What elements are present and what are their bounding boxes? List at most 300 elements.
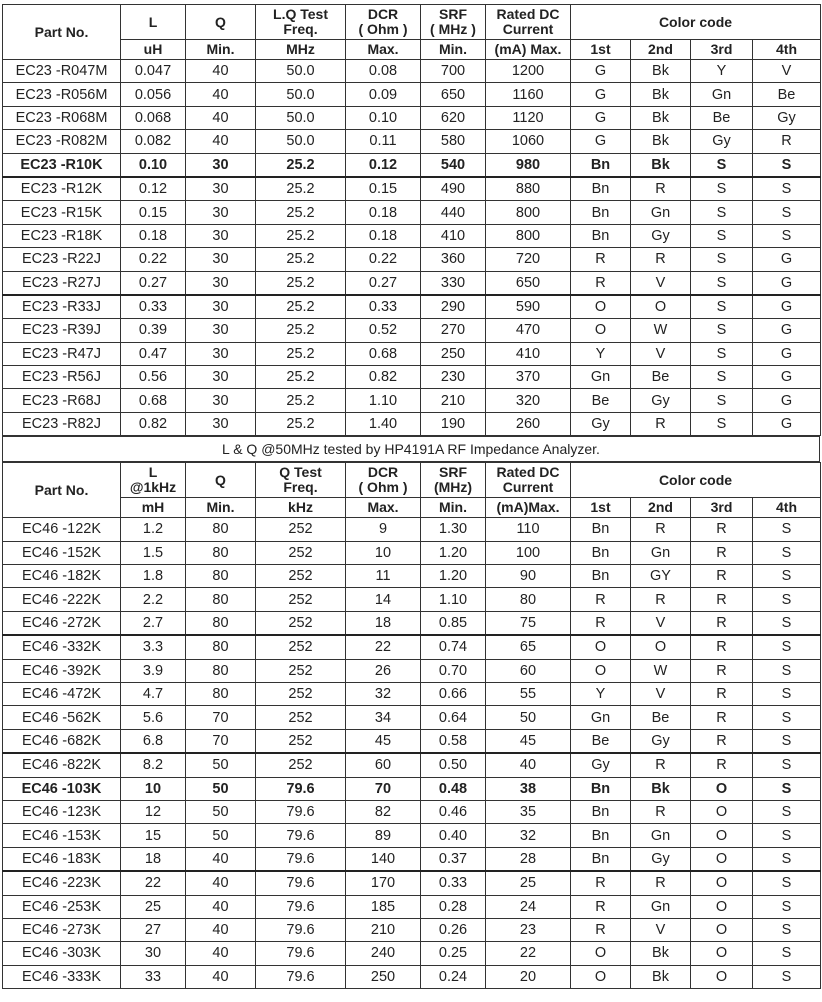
cell-srf: 270 (421, 319, 486, 342)
cell-srf: 190 (421, 412, 486, 435)
cell-part-no: EC46 -253K (3, 895, 121, 918)
note-table (2, 436, 820, 462)
cell-rated-current: 800 (486, 201, 571, 224)
cell-srf: 700 (421, 60, 486, 83)
cell-srf: 0.58 (421, 729, 486, 753)
unit-inductance: uH (121, 40, 186, 60)
cell-srf: 0.28 (421, 895, 486, 918)
cell-inductance: 0.27 (121, 271, 186, 295)
cell-q: 70 (186, 729, 256, 753)
cell-dcr: 9 (346, 518, 421, 541)
cell-color-4th: S (753, 706, 821, 729)
cell-color-4th: G (753, 366, 821, 389)
unit-color-4th: 4th (753, 498, 821, 518)
cell-srf: 250 (421, 342, 486, 365)
cell-color-1st: O (571, 659, 631, 682)
cell-q: 30 (186, 248, 256, 271)
cell-q: 40 (186, 130, 256, 153)
table-row (3, 729, 821, 753)
cell-color-2nd: Bk (631, 942, 691, 965)
header-inductance: L (121, 5, 186, 40)
cell-q: 30 (186, 319, 256, 342)
cell-q: 30 (186, 295, 256, 319)
cell-color-4th: S (753, 871, 821, 895)
cell-color-4th: G (753, 295, 821, 319)
cell-color-2nd: R (631, 800, 691, 823)
unit-dcr: Max. (346, 40, 421, 60)
cell-color-2nd: Bk (631, 60, 691, 83)
cell-color-2nd: GY (631, 565, 691, 588)
cell-color-2nd: Bk (631, 130, 691, 153)
cell-dcr: 1.40 (346, 412, 421, 435)
cell-dcr: 140 (346, 847, 421, 871)
cell-srf: 330 (421, 271, 486, 295)
cell-dcr: 0.18 (346, 201, 421, 224)
cell-rated-current: 24 (486, 895, 571, 918)
cell-q: 80 (186, 659, 256, 682)
cell-color-1st: O (571, 942, 631, 965)
unit-inductance: mH (121, 498, 186, 518)
table-row (3, 777, 821, 800)
cell-test-freq: 25.2 (256, 153, 346, 177)
cell-rated-current: 110 (486, 518, 571, 541)
cell-srf: 620 (421, 106, 486, 129)
cell-part-no: EC46 -272K (3, 611, 121, 635)
table-row (3, 412, 821, 435)
cell-rated-current: 880 (486, 177, 571, 201)
cell-srf: 490 (421, 177, 486, 201)
cell-rated-current: 32 (486, 824, 571, 847)
cell-color-1st: R (571, 248, 631, 271)
cell-color-3rd: R (691, 541, 753, 564)
cell-dcr: 185 (346, 895, 421, 918)
cell-color-3rd: Gn (691, 83, 753, 106)
cell-color-3rd: R (691, 682, 753, 705)
cell-rated-current: 370 (486, 366, 571, 389)
cell-srf: 0.26 (421, 918, 486, 941)
cell-color-2nd: O (631, 635, 691, 659)
cell-q: 30 (186, 271, 256, 295)
cell-color-4th: R (753, 130, 821, 153)
cell-q: 50 (186, 777, 256, 800)
cell-color-2nd: W (631, 319, 691, 342)
cell-color-1st: G (571, 130, 631, 153)
cell-part-no: EC46 -183K (3, 847, 121, 871)
cell-q: 40 (186, 918, 256, 941)
header-color-code: Color code (571, 463, 821, 498)
cell-srf: 230 (421, 366, 486, 389)
cell-color-1st: Bn (571, 565, 631, 588)
cell-q: 80 (186, 518, 256, 541)
header-dcr: DCR ( Ohm ) (346, 5, 421, 40)
cell-part-no: EC23 -R56J (3, 366, 121, 389)
cell-test-freq: 79.6 (256, 918, 346, 941)
cell-color-4th: S (753, 965, 821, 988)
cell-color-4th: V (753, 60, 821, 83)
cell-color-3rd: S (691, 224, 753, 247)
cell-q: 30 (186, 342, 256, 365)
cell-color-2nd: V (631, 682, 691, 705)
header-srf: SRF (MHz) (421, 463, 486, 498)
cell-test-freq: 25.2 (256, 271, 346, 295)
header-rated-current: Rated DC Current (486, 463, 571, 498)
cell-inductance: 0.56 (121, 366, 186, 389)
cell-color-2nd: V (631, 342, 691, 365)
cell-part-no: EC23 -R18K (3, 224, 121, 247)
cell-part-no: EC23 -R82J (3, 412, 121, 435)
table-row (3, 588, 821, 611)
cell-dcr: 0.68 (346, 342, 421, 365)
cell-part-no: EC23 -R12K (3, 177, 121, 201)
cell-rated-current: 1060 (486, 130, 571, 153)
cell-dcr: 0.33 (346, 295, 421, 319)
cell-inductance: 0.068 (121, 106, 186, 129)
cell-test-freq: 252 (256, 565, 346, 588)
unit-q: Min. (186, 40, 256, 60)
cell-dcr: 60 (346, 753, 421, 777)
cell-rated-current: 20 (486, 965, 571, 988)
cell-part-no: EC46 -332K (3, 635, 121, 659)
cell-color-1st: O (571, 965, 631, 988)
cell-color-3rd: S (691, 271, 753, 295)
table-row (3, 83, 821, 106)
cell-color-1st: R (571, 588, 631, 611)
cell-color-3rd: S (691, 201, 753, 224)
cell-inductance: 0.22 (121, 248, 186, 271)
cell-inductance: 0.18 (121, 224, 186, 247)
cell-test-freq: 252 (256, 682, 346, 705)
cell-inductance: 1.2 (121, 518, 186, 541)
cell-q: 40 (186, 895, 256, 918)
cell-color-1st: Bn (571, 824, 631, 847)
cell-part-no: EC46 -562K (3, 706, 121, 729)
cell-color-3rd: R (691, 635, 753, 659)
cell-dcr: 10 (346, 541, 421, 564)
cell-rated-current: 28 (486, 847, 571, 871)
cell-srf: 360 (421, 248, 486, 271)
cell-color-3rd: R (691, 706, 753, 729)
cell-color-4th: S (753, 800, 821, 823)
cell-q: 30 (186, 153, 256, 177)
cell-color-2nd: Bk (631, 153, 691, 177)
cell-q: 40 (186, 847, 256, 871)
cell-dcr: 34 (346, 706, 421, 729)
cell-part-no: EC46 -153K (3, 824, 121, 847)
table-row (3, 895, 821, 918)
cell-test-freq: 252 (256, 659, 346, 682)
cell-part-no: EC23 -R33J (3, 295, 121, 319)
cell-test-freq: 25.2 (256, 389, 346, 412)
cell-inductance: 0.39 (121, 319, 186, 342)
cell-inductance: 5.6 (121, 706, 186, 729)
cell-part-no: EC23 -R047M (3, 60, 121, 83)
cell-srf: 0.70 (421, 659, 486, 682)
cell-dcr: 22 (346, 635, 421, 659)
header-inductance: L @1kHz (121, 463, 186, 498)
table-row (3, 800, 821, 823)
cell-rated-current: 410 (486, 342, 571, 365)
cell-part-no: EC23 -R056M (3, 83, 121, 106)
cell-color-4th: S (753, 224, 821, 247)
cell-dcr: 170 (346, 871, 421, 895)
unit-color-3rd: 3rd (691, 40, 753, 60)
cell-srf: 290 (421, 295, 486, 319)
cell-color-3rd: O (691, 965, 753, 988)
cell-rated-current: 45 (486, 729, 571, 753)
unit-q: Min. (186, 498, 256, 518)
cell-color-4th: S (753, 682, 821, 705)
cell-part-no: EC23 -R22J (3, 248, 121, 271)
cell-color-1st: Bn (571, 518, 631, 541)
cell-inductance: 0.047 (121, 60, 186, 83)
cell-srf: 0.66 (421, 682, 486, 705)
cell-test-freq: 252 (256, 729, 346, 753)
unit-test-freq: MHz (256, 40, 346, 60)
table-row (3, 682, 821, 705)
cell-color-3rd: O (691, 777, 753, 800)
cell-test-freq: 25.2 (256, 342, 346, 365)
table-row (3, 847, 821, 871)
cell-q: 30 (186, 389, 256, 412)
cell-test-freq: 25.2 (256, 366, 346, 389)
cell-color-2nd: Be (631, 706, 691, 729)
cell-dcr: 89 (346, 824, 421, 847)
cell-color-2nd: R (631, 412, 691, 435)
cell-inductance: 18 (121, 847, 186, 871)
cell-test-freq: 79.6 (256, 800, 346, 823)
cell-q: 50 (186, 824, 256, 847)
cell-color-1st: Bn (571, 541, 631, 564)
cell-test-freq: 79.6 (256, 847, 346, 871)
cell-dcr: 0.08 (346, 60, 421, 83)
cell-color-1st: Bn (571, 777, 631, 800)
cell-color-1st: O (571, 635, 631, 659)
cell-srf: 0.48 (421, 777, 486, 800)
cell-color-3rd: R (691, 588, 753, 611)
cell-srf: 0.33 (421, 871, 486, 895)
table-row (3, 659, 821, 682)
cell-test-freq: 79.6 (256, 965, 346, 988)
cell-color-2nd: V (631, 271, 691, 295)
cell-inductance: 0.82 (121, 412, 186, 435)
table-row (3, 541, 821, 564)
cell-color-2nd: Gn (631, 541, 691, 564)
cell-color-1st: Be (571, 389, 631, 412)
cell-srf: 0.64 (421, 706, 486, 729)
cell-rated-current: 650 (486, 271, 571, 295)
cell-inductance: 0.68 (121, 389, 186, 412)
cell-dcr: 0.12 (346, 153, 421, 177)
cell-srf: 1.20 (421, 541, 486, 564)
cell-srf: 0.25 (421, 942, 486, 965)
table-row (3, 965, 821, 988)
ec23-spec-table (2, 4, 821, 436)
cell-color-3rd: O (691, 847, 753, 871)
table-row (3, 201, 821, 224)
cell-dcr: 250 (346, 965, 421, 988)
cell-part-no: EC46 -392K (3, 659, 121, 682)
header-rated-current: Rated DC Current (486, 5, 571, 40)
table-row (3, 942, 821, 965)
header-part-no: Part No. (3, 463, 121, 518)
cell-rated-current: 90 (486, 565, 571, 588)
cell-color-4th: S (753, 635, 821, 659)
cell-dcr: 0.27 (346, 271, 421, 295)
cell-dcr: 0.52 (346, 319, 421, 342)
cell-rated-current: 980 (486, 153, 571, 177)
cell-color-2nd: R (631, 871, 691, 895)
cell-color-3rd: R (691, 729, 753, 753)
cell-q: 30 (186, 177, 256, 201)
cell-q: 30 (186, 366, 256, 389)
header-q: Q (186, 5, 256, 40)
cell-part-no: EC23 -R10K (3, 153, 121, 177)
cell-rated-current: 1200 (486, 60, 571, 83)
cell-q: 50 (186, 753, 256, 777)
cell-part-no: EC46 -122K (3, 518, 121, 541)
table-row (3, 871, 821, 895)
cell-rated-current: 590 (486, 295, 571, 319)
table-row (3, 224, 821, 247)
cell-inductance: 2.2 (121, 588, 186, 611)
cell-color-2nd: Be (631, 366, 691, 389)
cell-dcr: 1.10 (346, 389, 421, 412)
cell-test-freq: 25.2 (256, 319, 346, 342)
cell-part-no: EC23 -R082M (3, 130, 121, 153)
header-color-code: Color code (571, 5, 821, 40)
cell-q: 40 (186, 871, 256, 895)
unit-color-2nd: 2nd (631, 498, 691, 518)
cell-color-4th: Gy (753, 106, 821, 129)
cell-color-3rd: R (691, 753, 753, 777)
cell-test-freq: 50.0 (256, 106, 346, 129)
cell-color-2nd: Gy (631, 389, 691, 412)
cell-dcr: 0.15 (346, 177, 421, 201)
cell-color-1st: R (571, 611, 631, 635)
cell-srf: 1.20 (421, 565, 486, 588)
cell-test-freq: 252 (256, 541, 346, 564)
cell-q: 80 (186, 635, 256, 659)
cell-color-4th: S (753, 153, 821, 177)
cell-dcr: 70 (346, 777, 421, 800)
cell-color-4th: G (753, 389, 821, 412)
cell-color-1st: Bn (571, 224, 631, 247)
cell-color-1st: G (571, 106, 631, 129)
table-row (3, 248, 821, 271)
cell-inductance: 0.056 (121, 83, 186, 106)
cell-test-freq: 25.2 (256, 295, 346, 319)
cell-inductance: 3.3 (121, 635, 186, 659)
cell-dcr: 210 (346, 918, 421, 941)
cell-color-4th: S (753, 611, 821, 635)
table-row (3, 271, 821, 295)
table-row (3, 518, 821, 541)
cell-test-freq: 50.0 (256, 83, 346, 106)
cell-q: 80 (186, 565, 256, 588)
cell-color-3rd: S (691, 295, 753, 319)
cell-color-3rd: O (691, 918, 753, 941)
cell-color-3rd: S (691, 177, 753, 201)
cell-color-3rd: S (691, 319, 753, 342)
cell-dcr: 11 (346, 565, 421, 588)
cell-color-4th: S (753, 753, 821, 777)
cell-color-4th: S (753, 201, 821, 224)
cell-test-freq: 252 (256, 753, 346, 777)
cell-color-3rd: S (691, 248, 753, 271)
cell-test-freq: 79.6 (256, 777, 346, 800)
cell-part-no: EC46 -182K (3, 565, 121, 588)
cell-color-2nd: Gn (631, 201, 691, 224)
cell-rated-current: 25 (486, 871, 571, 895)
cell-color-2nd: Gn (631, 824, 691, 847)
cell-inductance: 1.5 (121, 541, 186, 564)
unit-rated-current: (mA)Max. (486, 498, 571, 518)
header-part-no: Part No. (3, 5, 121, 60)
cell-inductance: 0.47 (121, 342, 186, 365)
cell-inductance: 0.33 (121, 295, 186, 319)
cell-color-1st: G (571, 60, 631, 83)
cell-color-3rd: Y (691, 60, 753, 83)
table-row (3, 753, 821, 777)
cell-color-4th: G (753, 319, 821, 342)
cell-test-freq: 252 (256, 706, 346, 729)
cell-color-2nd: R (631, 518, 691, 541)
cell-color-2nd: R (631, 753, 691, 777)
table-row (3, 106, 821, 129)
cell-part-no: EC46 -123K (3, 800, 121, 823)
cell-rated-current: 800 (486, 224, 571, 247)
cell-rated-current: 720 (486, 248, 571, 271)
cell-rated-current: 100 (486, 541, 571, 564)
unit-color-3rd: 3rd (691, 498, 753, 518)
cell-test-freq: 25.2 (256, 224, 346, 247)
cell-inductance: 22 (121, 871, 186, 895)
table-row (3, 824, 821, 847)
cell-rated-current: 320 (486, 389, 571, 412)
cell-q: 40 (186, 83, 256, 106)
table-row (3, 60, 821, 83)
cell-dcr: 0.22 (346, 248, 421, 271)
table-row (3, 706, 821, 729)
cell-color-3rd: S (691, 153, 753, 177)
cell-dcr: 18 (346, 611, 421, 635)
cell-part-no: EC46 -273K (3, 918, 121, 941)
cell-color-2nd: Bk (631, 777, 691, 800)
cell-part-no: EC23 -R27J (3, 271, 121, 295)
cell-color-2nd: R (631, 588, 691, 611)
cell-q: 50 (186, 800, 256, 823)
cell-color-2nd: Gn (631, 895, 691, 918)
cell-color-3rd: O (691, 824, 753, 847)
cell-color-4th: S (753, 847, 821, 871)
cell-q: 40 (186, 106, 256, 129)
cell-rated-current: 38 (486, 777, 571, 800)
cell-color-1st: R (571, 271, 631, 295)
cell-color-2nd: O (631, 295, 691, 319)
cell-color-3rd: S (691, 389, 753, 412)
cell-color-1st: Y (571, 682, 631, 705)
cell-color-2nd: R (631, 177, 691, 201)
unit-srf: Min. (421, 40, 486, 60)
unit-dcr: Max. (346, 498, 421, 518)
cell-color-1st: Gn (571, 366, 631, 389)
cell-dcr: 82 (346, 800, 421, 823)
cell-test-freq: 252 (256, 611, 346, 635)
cell-inductance: 0.082 (121, 130, 186, 153)
header-test-freq: Q Test Freq. (256, 463, 346, 498)
cell-q: 30 (186, 224, 256, 247)
cell-part-no: EC46 -822K (3, 753, 121, 777)
